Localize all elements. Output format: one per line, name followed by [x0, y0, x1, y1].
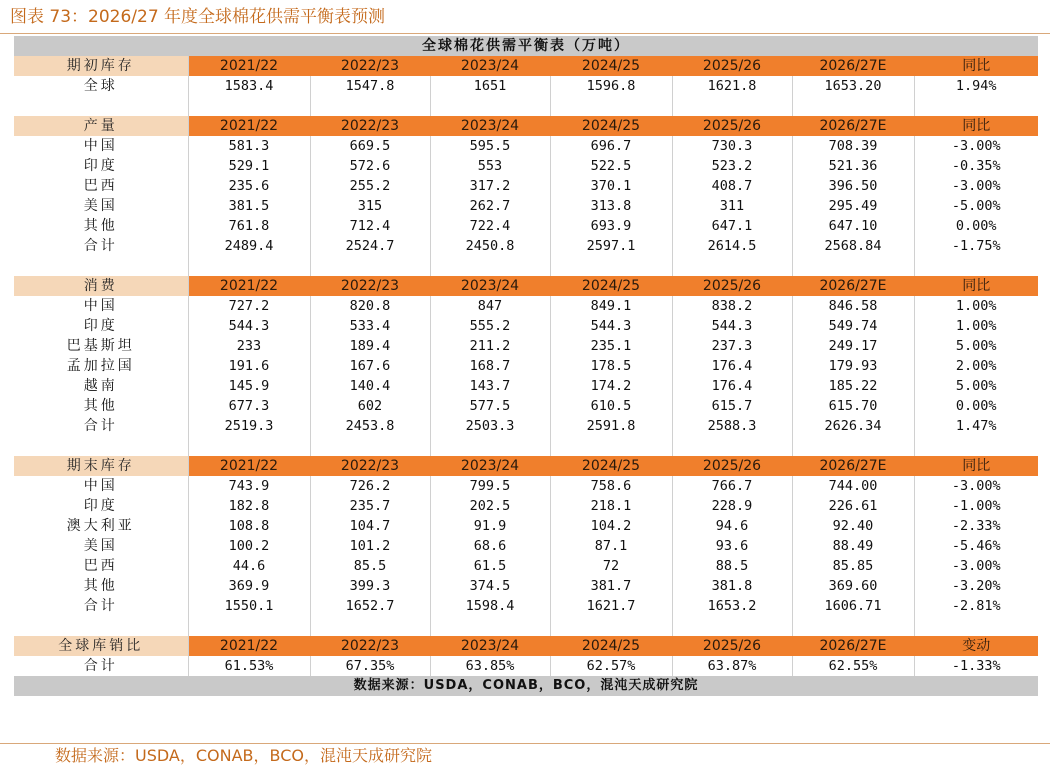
value-cell: 317.2 — [430, 176, 550, 196]
table-row — [14, 576, 1038, 596]
row-label: 合计 — [14, 656, 188, 676]
value-cell: 85.85 — [792, 556, 914, 576]
empty-cell — [792, 436, 914, 456]
value-cell: 408.7 — [672, 176, 792, 196]
empty-cell — [188, 256, 310, 276]
empty-cell — [550, 616, 672, 636]
value-cell: 369.9 — [188, 576, 310, 596]
row-label: 孟加拉国 — [14, 356, 188, 376]
empty-cell — [914, 256, 1038, 276]
value-cell: -2.81% — [951, 598, 1001, 614]
value-cell: 104.2 — [550, 516, 672, 536]
opening-stock-header-cell: 2025/26 — [672, 56, 792, 76]
value-cell: 185.22 — [792, 376, 914, 396]
stock-to-use-header-cell: 2021/22 — [188, 636, 310, 656]
row-label: 印度 — [14, 316, 188, 336]
value-cell: 85.5 — [310, 556, 430, 576]
value-cell: -3.20% — [951, 578, 1001, 594]
consumption-header-row — [14, 276, 1038, 296]
value-cell: 730.3 — [672, 136, 792, 156]
empty-cell — [14, 96, 188, 116]
empty-cell — [914, 96, 1038, 116]
value-cell: 381.7 — [550, 576, 672, 596]
value-cell: 849.1 — [550, 296, 672, 316]
opening-stock-header-cell: 2022/23 — [310, 56, 430, 76]
row-label: 巴西 — [14, 176, 188, 196]
stock-to-use-header-cell: 2024/25 — [550, 636, 672, 656]
value-cell: 237.3 — [672, 336, 792, 356]
empty-cell — [430, 256, 550, 276]
value-cell: 761.8 — [188, 216, 310, 236]
value-cell: 522.5 — [550, 156, 672, 176]
value-cell: 255.2 — [310, 176, 430, 196]
row-label: 巴西 — [14, 556, 188, 576]
stock-to-use-header-cell: 2025/26 — [672, 636, 792, 656]
opening-stock-header-row — [14, 56, 1038, 76]
value-cell: 647.1 — [672, 216, 792, 236]
value-cell: 0.00% — [955, 218, 997, 234]
consumption-header-cell: 同比 — [914, 276, 1038, 296]
row-label: 合计 — [14, 416, 188, 436]
value-cell: 178.5 — [550, 356, 672, 376]
value-cell: 2524.7 — [310, 236, 430, 256]
value-cell: 174.2 — [550, 376, 672, 396]
table-row — [14, 376, 1038, 396]
bottom-divider — [0, 743, 1050, 744]
table-row — [14, 316, 1038, 336]
value-cell: 1653.20 — [792, 76, 914, 96]
table-row — [14, 236, 1038, 256]
value-cell: 396.50 — [792, 176, 914, 196]
value-cell: 615.7 — [672, 396, 792, 416]
row-label: 澳大利亚 — [14, 516, 188, 536]
consumption-header-cell: 2025/26 — [672, 276, 792, 296]
value-cell: 44.6 — [188, 556, 310, 576]
ending-stock-header-cell: 2024/25 — [550, 456, 672, 476]
empty-cell — [792, 256, 914, 276]
table-row — [14, 516, 1038, 536]
value-cell: 521.36 — [792, 156, 914, 176]
value-cell: 727.2 — [188, 296, 310, 316]
value-cell: 5.00% — [955, 338, 997, 354]
production-header-cell: 2024/25 — [550, 116, 672, 136]
empty-cell — [310, 96, 430, 116]
value-cell: 91.9 — [430, 516, 550, 536]
spacer-row — [14, 96, 1038, 116]
value-cell: 677.3 — [188, 396, 310, 416]
value-cell: 799.5 — [430, 476, 550, 496]
value-cell: 315 — [310, 196, 430, 216]
stock-to-use-header-cell: 2026/27E — [792, 636, 914, 656]
row-label: 合计 — [14, 236, 188, 256]
production-header-cell: 2025/26 — [672, 116, 792, 136]
spacer-row — [14, 616, 1038, 636]
value-cell: 167.6 — [310, 356, 430, 376]
production-header-cell: 2022/23 — [310, 116, 430, 136]
ending-stock-header-cell: 2023/24 — [430, 456, 550, 476]
value-cell: 63.87% — [672, 656, 792, 676]
value-cell: 602 — [310, 396, 430, 416]
value-cell: 2519.3 — [188, 416, 310, 436]
value-cell: 374.5 — [430, 576, 550, 596]
value-cell: 553 — [430, 156, 550, 176]
figure-title: 图表 73：2026/27 年度全球棉花供需平衡表预测 — [10, 7, 386, 27]
value-cell: 0.00% — [955, 398, 997, 414]
consumption-header-cell: 2024/25 — [550, 276, 672, 296]
empty-cell — [914, 616, 1038, 636]
empty-cell — [430, 96, 550, 116]
opening-stock-header-cell: 2021/22 — [188, 56, 310, 76]
value-cell: 2591.8 — [550, 416, 672, 436]
value-cell: 235.7 — [310, 496, 430, 516]
value-cell: 1621.8 — [672, 76, 792, 96]
value-cell: 549.74 — [792, 316, 914, 336]
value-cell: -3.00% — [951, 478, 1001, 494]
value-cell: 544.3 — [672, 316, 792, 336]
value-cell: 615.70 — [792, 396, 914, 416]
table-row — [14, 536, 1038, 556]
ending-stock-header-row — [14, 456, 1038, 476]
opening-stock-header-cell: 2024/25 — [550, 56, 672, 76]
value-cell: 218.1 — [550, 496, 672, 516]
value-cell: 696.7 — [550, 136, 672, 156]
value-cell: 5.00% — [955, 378, 997, 394]
row-label: 巴基斯坦 — [14, 336, 188, 356]
value-cell: 2597.1 — [550, 236, 672, 256]
value-cell: -5.46% — [951, 538, 1001, 554]
stock-to-use-section-label: 全球库销比 — [14, 636, 188, 656]
value-cell: 381.8 — [672, 576, 792, 596]
table-row — [14, 496, 1038, 516]
value-cell: 820.8 — [310, 296, 430, 316]
table-caption: 全球棉花供需平衡表（万吨） — [14, 36, 1038, 56]
row-label: 美国 — [14, 196, 188, 216]
consumption-header-cell: 2022/23 — [310, 276, 430, 296]
empty-cell — [188, 436, 310, 456]
empty-cell — [310, 616, 430, 636]
value-cell: 72 — [550, 556, 672, 576]
empty-cell — [14, 256, 188, 276]
value-cell: 708.39 — [792, 136, 914, 156]
empty-cell — [550, 96, 672, 116]
value-cell: 63.85% — [430, 656, 550, 676]
value-cell: -1.75% — [951, 238, 1001, 254]
opening-stock-header-cell: 2023/24 — [430, 56, 550, 76]
value-cell: 555.2 — [430, 316, 550, 336]
spacer-row — [14, 256, 1038, 276]
value-cell: -3.00% — [951, 138, 1001, 154]
value-cell: -0.35% — [951, 158, 1001, 174]
value-cell: 233 — [188, 336, 310, 356]
value-cell: 529.1 — [188, 156, 310, 176]
value-cell: 2503.3 — [430, 416, 550, 436]
value-cell: 61.53% — [188, 656, 310, 676]
empty-cell — [550, 256, 672, 276]
table-source-bar: 数据来源：USDA，CONAB，BCO，混沌天成研究院 — [14, 676, 1038, 696]
production-header-cell: 2021/22 — [188, 116, 310, 136]
value-cell: 2568.84 — [792, 236, 914, 256]
empty-cell — [188, 96, 310, 116]
value-cell: 399.3 — [310, 576, 430, 596]
table-row — [14, 356, 1038, 376]
empty-cell — [550, 436, 672, 456]
value-cell: 595.5 — [430, 136, 550, 156]
stock-to-use-header-cell: 2023/24 — [430, 636, 550, 656]
ending-stock-header-cell: 2025/26 — [672, 456, 792, 476]
value-cell: 1596.8 — [550, 76, 672, 96]
value-cell: 62.57% — [550, 656, 672, 676]
table-row — [14, 336, 1038, 356]
ending-stock-header-cell: 2021/22 — [188, 456, 310, 476]
empty-cell — [14, 616, 188, 636]
value-cell: 93.6 — [672, 536, 792, 556]
value-cell: 92.40 — [792, 516, 914, 536]
table-row — [14, 596, 1038, 616]
value-cell: 179.93 — [792, 356, 914, 376]
value-cell: 62.55% — [792, 656, 914, 676]
value-cell: 2489.4 — [188, 236, 310, 256]
empty-cell — [310, 436, 430, 456]
row-label: 其他 — [14, 576, 188, 596]
value-cell: 2614.5 — [672, 236, 792, 256]
value-cell: 140.4 — [310, 376, 430, 396]
value-cell: 202.5 — [430, 496, 550, 516]
value-cell: 176.4 — [672, 356, 792, 376]
value-cell: 381.5 — [188, 196, 310, 216]
value-cell: 2588.3 — [672, 416, 792, 436]
consumption-section-label: 消费 — [14, 276, 188, 296]
value-cell: 94.6 — [672, 516, 792, 536]
table-row — [14, 216, 1038, 236]
value-cell: 295.49 — [792, 196, 914, 216]
empty-cell — [430, 616, 550, 636]
value-cell: -3.00% — [951, 558, 1001, 574]
empty-cell — [914, 436, 1038, 456]
value-cell: 100.2 — [188, 536, 310, 556]
value-cell: 88.5 — [672, 556, 792, 576]
value-cell: 572.6 — [310, 156, 430, 176]
production-header-cell: 同比 — [914, 116, 1038, 136]
opening-stock-header-cell: 同比 — [914, 56, 1038, 76]
row-label: 全球 — [14, 76, 188, 96]
value-cell: 1598.4 — [430, 596, 550, 616]
value-cell: 523.2 — [672, 156, 792, 176]
table-row — [14, 656, 1038, 676]
stock-to-use-header-cell: 2022/23 — [310, 636, 430, 656]
value-cell: 249.17 — [792, 336, 914, 356]
value-cell: 669.5 — [310, 136, 430, 156]
stock-to-use-header-row — [14, 636, 1038, 656]
value-cell: 1.47% — [955, 418, 997, 434]
ending-stock-header-cell: 同比 — [914, 456, 1038, 476]
consumption-header-cell: 2023/24 — [430, 276, 550, 296]
value-cell: 226.61 — [792, 496, 914, 516]
value-cell: 1.94% — [955, 78, 997, 94]
value-cell: -1.00% — [951, 498, 1001, 514]
production-section-label: 产量 — [14, 116, 188, 136]
value-cell: 370.1 — [550, 176, 672, 196]
empty-cell — [430, 436, 550, 456]
value-cell: 847 — [430, 296, 550, 316]
value-cell: 846.58 — [792, 296, 914, 316]
value-cell: 1653.2 — [672, 596, 792, 616]
value-cell: 726.2 — [310, 476, 430, 496]
row-label: 中国 — [14, 296, 188, 316]
table-row — [14, 196, 1038, 216]
table-row — [14, 396, 1038, 416]
value-cell: 189.4 — [310, 336, 430, 356]
value-cell: 533.4 — [310, 316, 430, 336]
value-cell: 1.00% — [955, 318, 997, 334]
row-label: 中国 — [14, 136, 188, 156]
production-header-cell: 2026/27E — [792, 116, 914, 136]
value-cell: 2.00% — [955, 358, 997, 374]
value-cell: 647.10 — [792, 216, 914, 236]
value-cell: 610.5 — [550, 396, 672, 416]
value-cell: -5.00% — [951, 198, 1001, 214]
value-cell: 87.1 — [550, 536, 672, 556]
value-cell: 1621.7 — [550, 596, 672, 616]
value-cell: 68.6 — [430, 536, 550, 556]
value-cell: 581.3 — [188, 136, 310, 156]
balance-grid — [14, 56, 1038, 676]
value-cell: 1.00% — [955, 298, 997, 314]
value-cell: 712.4 — [310, 216, 430, 236]
opening-stock-section-label: 期初库存 — [14, 56, 188, 76]
balance-grid-body — [14, 56, 1038, 676]
value-cell: -1.33% — [951, 658, 1001, 674]
value-cell: 758.6 — [550, 476, 672, 496]
consumption-header-cell: 2021/22 — [188, 276, 310, 296]
top-divider — [0, 33, 1050, 34]
empty-cell — [792, 616, 914, 636]
ending-stock-header-cell: 2022/23 — [310, 456, 430, 476]
row-label: 合计 — [14, 596, 188, 616]
balance-table — [14, 36, 1038, 696]
consumption-header-cell: 2026/27E — [792, 276, 914, 296]
empty-cell — [672, 616, 792, 636]
empty-cell — [188, 616, 310, 636]
production-header-cell: 2023/24 — [430, 116, 550, 136]
row-label: 其他 — [14, 396, 188, 416]
value-cell: 1583.4 — [188, 76, 310, 96]
value-cell: 838.2 — [672, 296, 792, 316]
stock-to-use-header-cell: 变动 — [914, 636, 1038, 656]
opening-stock-header-cell: 2026/27E — [792, 56, 914, 76]
value-cell: 544.3 — [550, 316, 672, 336]
value-cell: 176.4 — [672, 376, 792, 396]
ending-stock-header-cell: 2026/27E — [792, 456, 914, 476]
table-row — [14, 416, 1038, 436]
value-cell: 262.7 — [430, 196, 550, 216]
value-cell: 743.9 — [188, 476, 310, 496]
value-cell: 235.1 — [550, 336, 672, 356]
empty-cell — [310, 256, 430, 276]
empty-cell — [672, 256, 792, 276]
production-header-row — [14, 116, 1038, 136]
ending-stock-section-label: 期末库存 — [14, 456, 188, 476]
value-cell: 182.8 — [188, 496, 310, 516]
value-cell: -3.00% — [951, 178, 1001, 194]
value-cell: 577.5 — [430, 396, 550, 416]
value-cell: 1547.8 — [310, 76, 430, 96]
value-cell: 235.6 — [188, 176, 310, 196]
value-cell: 108.8 — [188, 516, 310, 536]
row-label: 印度 — [14, 496, 188, 516]
value-cell: 313.8 — [550, 196, 672, 216]
value-cell: 104.7 — [310, 516, 430, 536]
empty-cell — [14, 436, 188, 456]
value-cell: 145.9 — [188, 376, 310, 396]
value-cell: 1550.1 — [188, 596, 310, 616]
source-footnote: 数据来源：USDA，CONAB，BCO，混沌天成研究院 — [55, 746, 432, 765]
value-cell: 544.3 — [188, 316, 310, 336]
value-cell: -2.33% — [951, 518, 1001, 534]
table-row — [14, 176, 1038, 196]
value-cell: 2626.34 — [792, 416, 914, 436]
value-cell: 228.9 — [672, 496, 792, 516]
table-row — [14, 156, 1038, 176]
value-cell: 2453.8 — [310, 416, 430, 436]
row-label: 越南 — [14, 376, 188, 396]
value-cell: 311 — [672, 196, 792, 216]
table-row — [14, 556, 1038, 576]
value-cell: 1606.71 — [792, 596, 914, 616]
value-cell: 766.7 — [672, 476, 792, 496]
value-cell: 722.4 — [430, 216, 550, 236]
row-label: 印度 — [14, 156, 188, 176]
empty-cell — [792, 96, 914, 116]
empty-cell — [672, 96, 792, 116]
value-cell: 1651 — [430, 76, 550, 96]
value-cell: 744.00 — [792, 476, 914, 496]
table-row — [14, 76, 1038, 96]
spacer-row — [14, 436, 1038, 456]
row-label: 其他 — [14, 216, 188, 236]
table-row — [14, 476, 1038, 496]
value-cell: 369.60 — [792, 576, 914, 596]
table-row — [14, 136, 1038, 156]
table-row — [14, 296, 1038, 316]
value-cell: 61.5 — [430, 556, 550, 576]
value-cell: 101.2 — [310, 536, 430, 556]
empty-cell — [672, 436, 792, 456]
value-cell: 67.35% — [310, 656, 430, 676]
value-cell: 693.9 — [550, 216, 672, 236]
value-cell: 88.49 — [792, 536, 914, 556]
value-cell: 1652.7 — [310, 596, 430, 616]
row-label: 中国 — [14, 476, 188, 496]
value-cell: 143.7 — [430, 376, 550, 396]
row-label: 美国 — [14, 536, 188, 556]
value-cell: 2450.8 — [430, 236, 550, 256]
value-cell: 211.2 — [430, 336, 550, 356]
value-cell: 168.7 — [430, 356, 550, 376]
value-cell: 191.6 — [188, 356, 310, 376]
